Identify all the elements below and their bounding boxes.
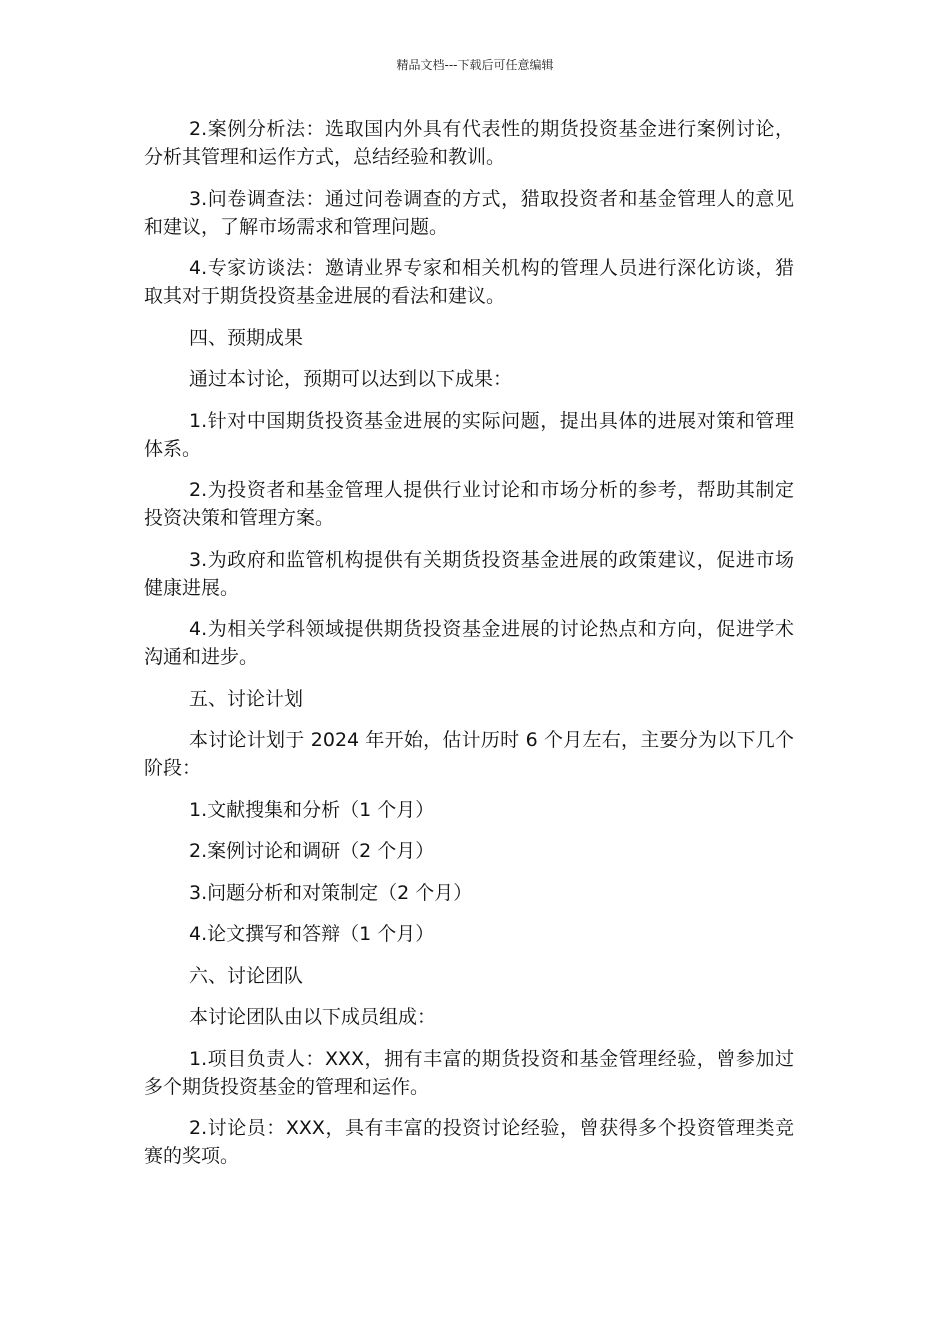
paragraph-team-intro: 本讨论团队由以下成员组成：: [189, 1006, 437, 1028]
paragraph-method-questionnaire: 3.问卷调查法：通过问卷调查的方式，猎取投资者和基金管理人的意见和建议，了解市场需求和管理问题。: [144, 187, 794, 238]
document-body: [144, 115, 794, 1184]
paragraph-expected-4: 4.为相关学科领域提供期货投资基金进展的讨论热点和方向，促进学术沟通和进步。: [144, 618, 794, 668]
paragraph-team-member-1: 1.项目负责人：XXX，拥有丰富的期货投资和基金管理经验，曾参加过多个期货投资基金的管理和运作。: [144, 1047, 794, 1098]
paragraph-plan-stage-1: 1.文献搜集和分析（1 个月）: [189, 798, 435, 821]
paragraph-method-expert-interview: 4.专家访谈法：邀请业界专家和相关机构的管理人员进行深化访谈，猎取其对于期货投资基金进展的看法和建议。: [144, 257, 794, 307]
paragraph-team-member-2: 2.讨论员：XXX，具有丰富的投资讨论经验，曾获得多个投资管理类竞赛的奖项。: [144, 1117, 794, 1167]
paragraph-plan-stage-4: 4.论文撰写和答辩（1 个月）: [189, 923, 435, 945]
paragraph-expected-3: 3.为政府和监管机构提供有关期货投资基金进展的政策建议，促进市场健康进展。: [144, 548, 794, 599]
paragraph-plan-stage-3: 3.问题分析和对策制定（2 个月）: [189, 881, 473, 904]
paragraph-plan-intro: 本讨论计划于 2024 年开始，估计历时 6 个月左右，主要分为以下几个阶段：: [144, 729, 794, 779]
paragraph-plan-stage-2: 2.案例讨论和调研（2 个月）: [189, 840, 435, 862]
paragraph-expected-2: 2.为投资者和基金管理人提供行业讨论和市场分析的参考，帮助其制定投资决策和管理方案。: [144, 479, 794, 529]
paragraph-method-case-analysis: 2.案例分析法：选取国内外具有代表性的期货投资基金进行案例讨论，分析其管理和运作方式，总结经验和教训。: [144, 118, 794, 168]
paragraph-expected-intro: 通过本讨论，预期可以达到以下成果：: [189, 368, 513, 390]
section-heading-research-team: 六、讨论团队: [189, 964, 304, 987]
paragraph-expected-1: 1.针对中国期货投资基金进展的实际问题，提出具体的进展对策和管理体系。: [144, 409, 794, 460]
page-header: 精品文档---下载后可任意编辑: [396, 58, 554, 72]
section-heading-expected-results: 四、预期成果: [189, 326, 304, 349]
section-heading-research-plan: 五、讨论计划: [189, 687, 304, 710]
